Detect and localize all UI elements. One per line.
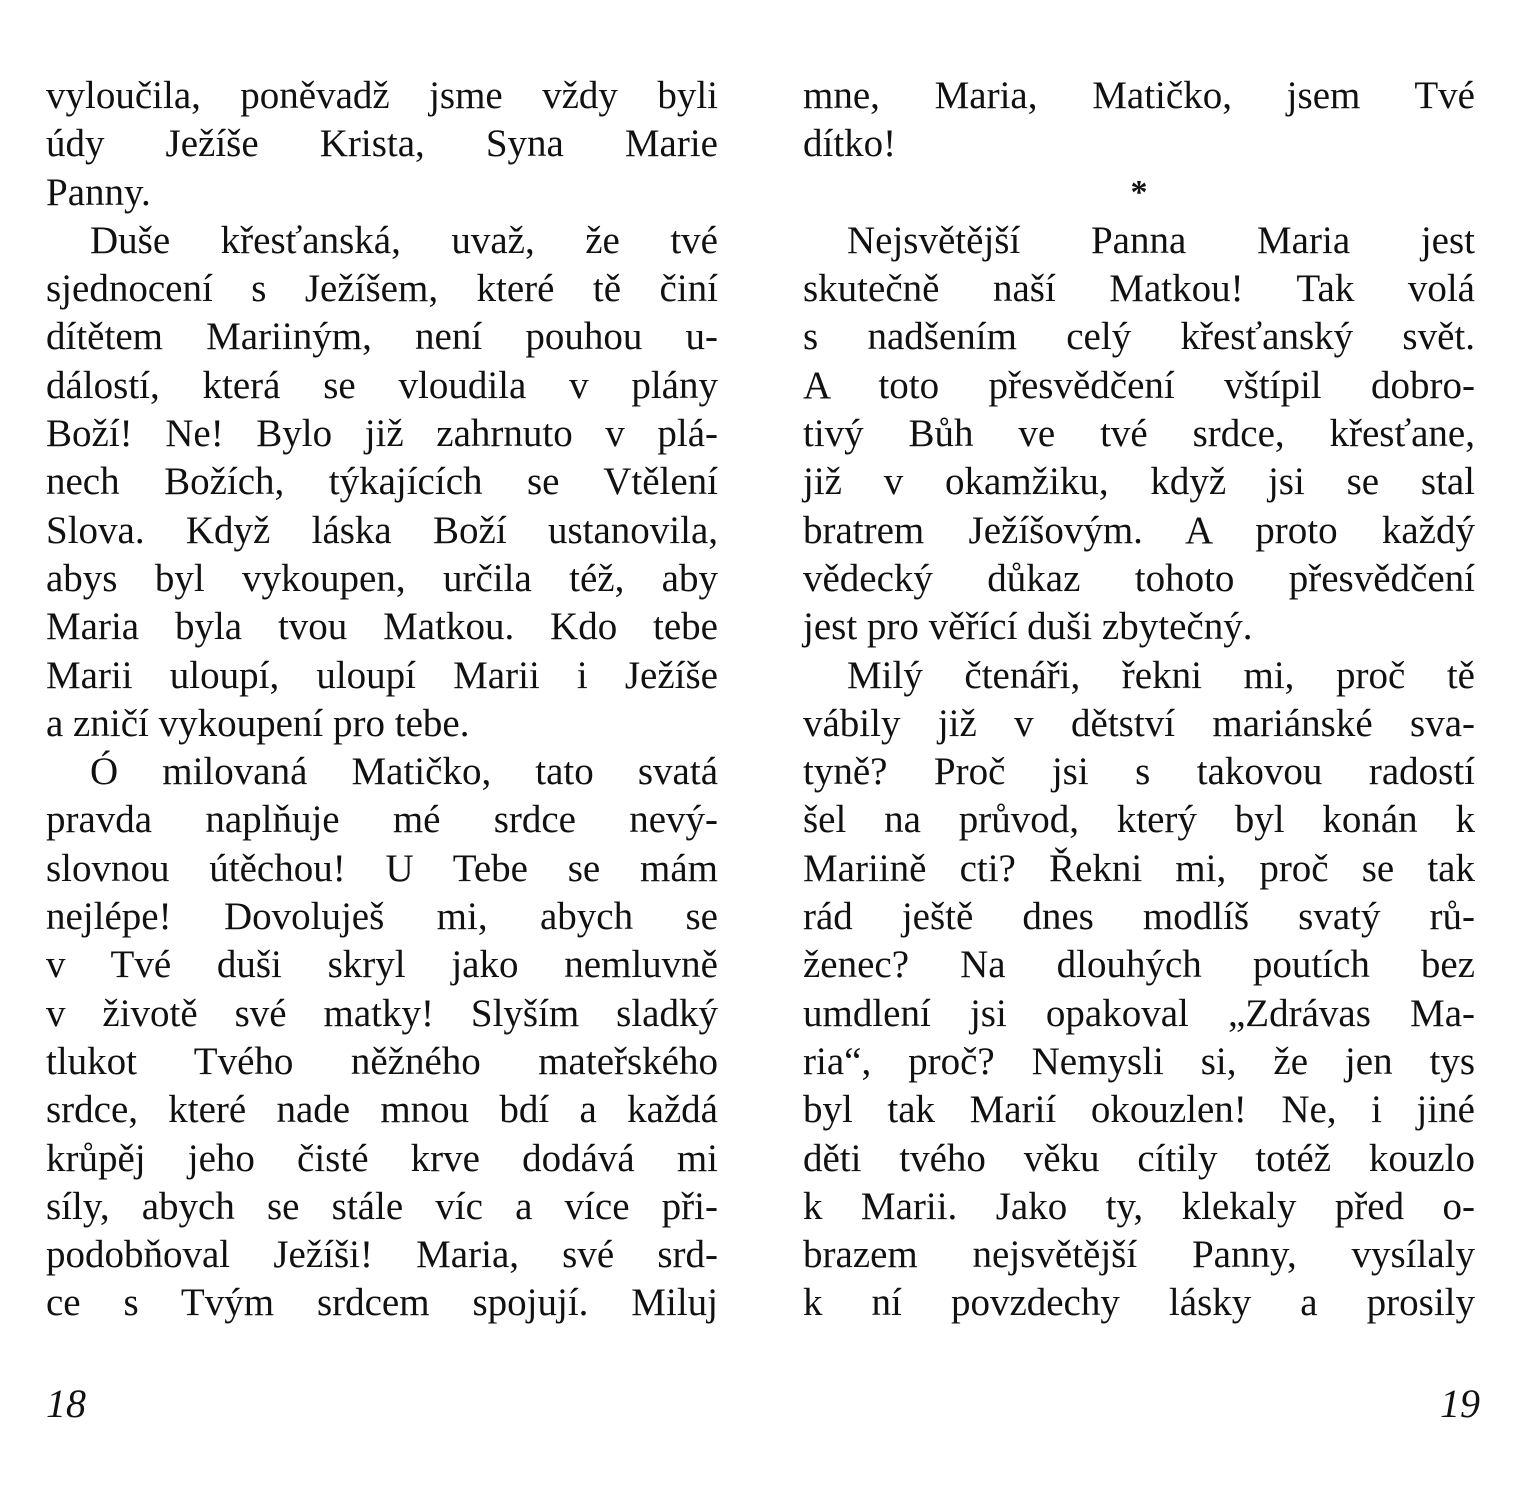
text-line: ženec? Na dlouhých poutích bez: [803, 943, 1475, 987]
text-line: s nadšením celý křesťanský svět.: [803, 315, 1475, 359]
paragraph-start: Milý čtenáři, řekni mi, proč tě: [847, 653, 1475, 697]
text-line: vábily již v dětství mariánské sva-: [803, 701, 1475, 745]
text-line: Marii uloupí, uloupí Marii i Ježíše: [46, 653, 718, 697]
text-line: síly, abych se stále víc a více při-: [46, 1184, 718, 1228]
text-line: Mariině cti? Řekni mi, proč se tak: [803, 846, 1475, 890]
text-line: krůpěj jeho čisté krve dodává mi: [46, 1136, 718, 1180]
right-page: [803, 72, 1475, 1328]
paragraph-start: Ó milovaná Matičko, tato svatá: [90, 750, 718, 794]
text-line: vědecký důkaz tohoto přesvědčení: [803, 556, 1475, 600]
text-line: podobňoval Ježíši! Maria, své srd-: [46, 1233, 718, 1277]
text-line: a zničí vykoupení pro tebe.: [46, 701, 470, 745]
text-line: rád ještě dnes modlíš svatý rů-: [803, 895, 1475, 939]
text-line: tivý Bůh ve tvé srdce, křesťane,: [803, 412, 1475, 456]
page-number-left: 18: [46, 1381, 86, 1426]
text-line: v Tvé duši skryl jako nemluvně: [46, 943, 718, 987]
text-line: A toto přesvědčení vštípil dobro-: [803, 363, 1475, 407]
text-line: údy Ježíše Krista, Syna Marie: [46, 122, 718, 166]
text-line: dítětem Mariiným, není pouhou u-: [46, 315, 718, 359]
text-line: tyně? Proč jsi s takovou radostí: [803, 750, 1475, 794]
text-line: srdce, které nade mnou bdí a každá: [46, 1088, 718, 1132]
text-line: abys byl vykoupen, určila též, aby: [46, 556, 718, 600]
text-line: vyloučila, poněvadž jsme vždy byli: [46, 74, 718, 117]
text-line: Panny.: [46, 170, 151, 214]
text-line: Slova. Když láska Boží ustanovila,: [46, 508, 718, 552]
text-line: nejlépe! Dovoluješ mi, abych se: [46, 895, 718, 939]
text-line: slovnou útěchou! U Tebe se mám: [46, 846, 718, 890]
text-line: již v okamžiku, když jsi se stal: [803, 460, 1475, 504]
paragraph-start: Nejsvětější Panna Maria jest: [847, 218, 1475, 262]
paragraph-start: Duše křesťanská, uvaž, že tvé: [90, 218, 718, 262]
text-line: v životě své matky! Slyším sladký: [46, 991, 718, 1035]
text-line: bratrem Ježíšovým. A proto každý: [803, 508, 1475, 552]
text-line: jest pro věřící duši zbytečný.: [803, 605, 1253, 649]
text-line: skutečně naší Matkou! Tak volá: [803, 267, 1475, 311]
text-line: děti tvého věku cítily totéž kouzlo: [803, 1136, 1475, 1180]
text-line: ce s Tvým srdcem spojují. Miluj: [46, 1281, 718, 1325]
text-line: pravda naplňuje mé srdce nevý-: [46, 798, 718, 842]
text-line: byl tak Marií okouzlen! Ne, i jiné: [803, 1088, 1475, 1132]
text-line: nech Božích, týkajících se Vtělení: [46, 460, 718, 504]
text-line: k ní povzdechy lásky a prosily: [803, 1281, 1475, 1325]
page-number-right: 19: [1440, 1381, 1480, 1426]
section-separator: *: [1130, 173, 1148, 211]
text-line: sjednocení s Ježíšem, které tě činí: [46, 267, 718, 311]
text-line: mne, Maria, Matičko, jsem Tvé: [803, 74, 1475, 117]
text-line: šel na průvod, který byl konán k: [803, 798, 1475, 842]
text-line: brazem nejsvětější Panny, vysílaly: [803, 1233, 1475, 1277]
text-line: Maria byla tvou Matkou. Kdo tebe: [46, 605, 718, 649]
text-line: Boží! Ne! Bylo již zahrnuto v plá-: [46, 412, 718, 456]
text-line: umdlení jsi opakoval „Zdrávas Ma-: [803, 991, 1475, 1035]
text-line: dítko!: [803, 122, 897, 166]
text-line: ria“, proč? Nemysli si, že jen tys: [803, 1039, 1475, 1083]
text-line: tlukot Tvého něžného mateřského: [46, 1039, 718, 1083]
text-line: dálostí, která se vloudila v plány: [46, 363, 718, 407]
text-line: k Marii. Jako ty, klekaly před o-: [803, 1184, 1475, 1228]
left-page: [46, 72, 718, 1328]
